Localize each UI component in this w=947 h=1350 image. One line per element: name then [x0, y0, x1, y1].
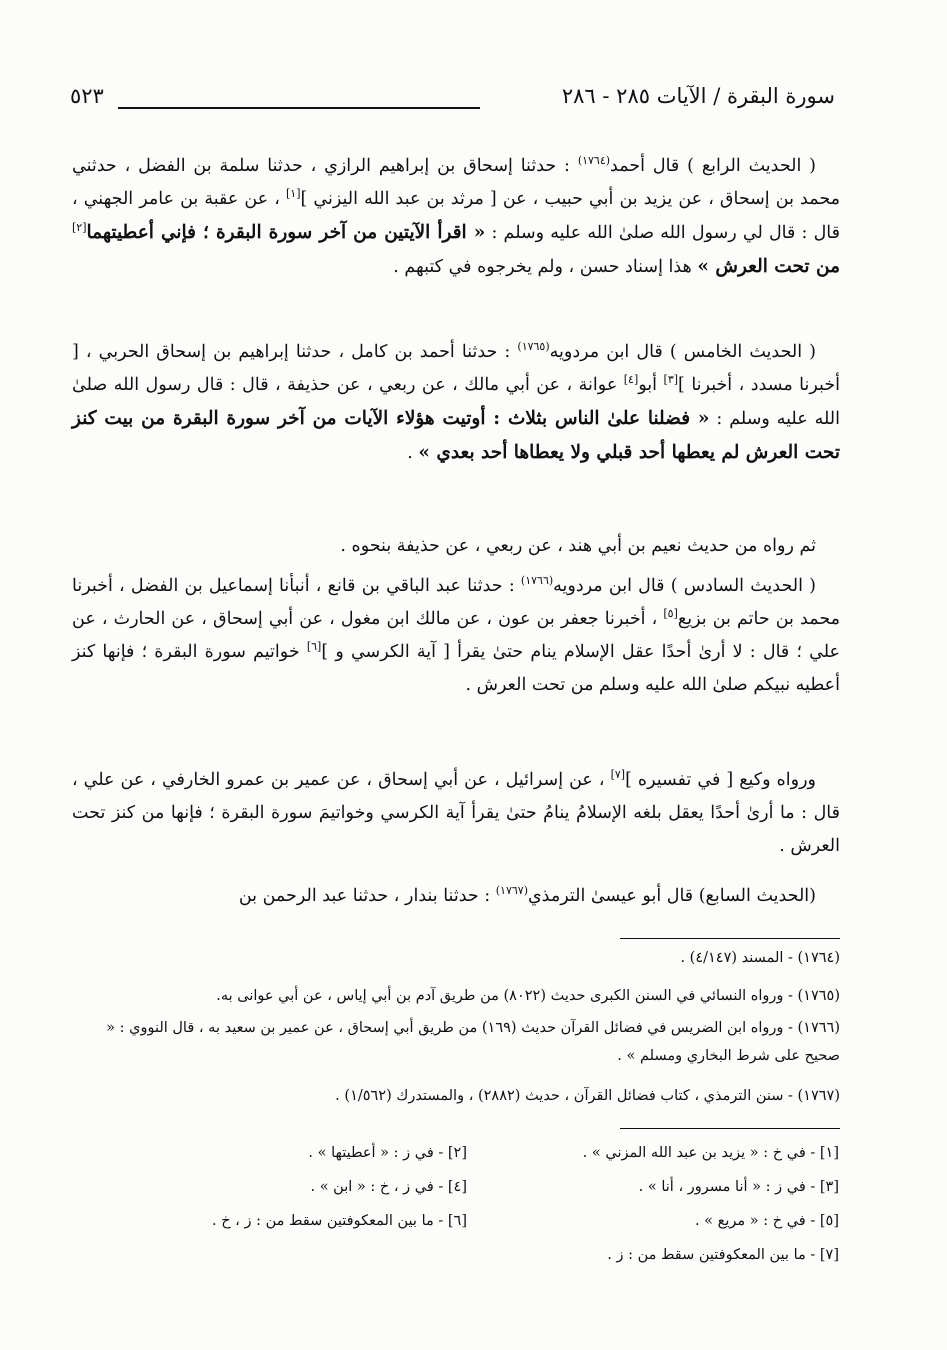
- variant-ref: [٤]: [623, 373, 639, 387]
- variant-ref: [١]: [285, 187, 301, 201]
- variant-ref: [٢]: [72, 221, 87, 235]
- paragraph-hadith-4: ( الحديث الرابع ) قال أحمد$^{(١٧٦٤)}$ : حدثنا إسحاق بن إبراهيم الرازي ، حدثنا سلمة بن الفضل ، حدثني محمد بن إسحاق ، عن يزيد بن أبي حبيب ، عن [ مرثد بن عبد الله اليزني ][١] ، عن عقبة بن عامر الجهني ، قال : قال لي رسول الله صلىٰ الله عليه وسلم : « اقرأ الآيتين من آخر سورة البقرة ؛ فإني أعطيتهما[٢] من تحت العرش » هذا إسناد حسن ، ولم يخرجوه في كتبهم .: [72, 154, 840, 277]
- paragraph-hadith-5: ( الحديث الخامس ) قال ابن مردويه$^{(١٧٦٥)}$ : حدثنا أحمد بن كامل ، حدثنا إبراهيم بن إسحاق الحربي ، [ أخبرنا مسدد ، أخبرنا ][٣] أبو[٤] عوانة ، عن أبي مالك ، عن ربعي ، عن حذيفة ، قال : قال رسول الله صلىٰ الله عليه وسلم : « فضلنا علىٰ الناس بثلاث : أوتيت هؤلاء الآيات من آخر سورة البقرة من بيت كنز تحت العرش لم يعطها أحد قبلي ولا يعطاها أحد بعدي » .: [72, 340, 840, 463]
- variant-ref: [٣]: [663, 373, 679, 387]
- variant-ref: [٥]: [663, 607, 678, 621]
- variant-note-2: [٢] - في ز : « أعطيتها » .: [308, 1145, 467, 1161]
- header-rule: [118, 107, 480, 109]
- prophetic-text: من تحت العرش »: [697, 256, 840, 277]
- variant-note-1: [١] - في خ : « يزيد بن عبد الله المزني » .: [582, 1145, 839, 1161]
- variant-note-4: [٤] - في ز ، خ : « ابن » .: [310, 1179, 467, 1195]
- prophetic-text: « اقرأ الآيتين من آخر سورة البقرة ؛ فإني أعطيتهما: [86, 222, 486, 243]
- footnote-ref: (١٧٦٦): [520, 574, 554, 588]
- paragraph-waki-narration: ورواه وكيع [ في تفسيره ][٧] ، عن إسرائيل ، عن أبي إسحاق ، عن عمير بن عمرو الخارفي ، عن علي ، قال : ما أرىٰ أحدًا يعقل بلغه الإسلامُ ينامُ حتىٰ يقرأ آية الكرسي وخواتيمَ سورة البقرة ؛ فإنها من كنز تحت العرش .: [72, 768, 840, 856]
- paragraph-hadith-7: (الحديث السابع) قال أبو عيسىٰ الترمذي$^{(١٧٦٧)}$ : حدثنا بندار ، حدثنا عبد الرحمن بن: [238, 884, 816, 906]
- paragraph-narration-note: ثم رواه من حديث نعيم بن أبي هند ، عن ربعي ، عن حذيفة بنحوه .: [340, 536, 816, 556]
- variant-note-7: [٧] - ما بين المعكوفتين سقط من : ز .: [607, 1247, 839, 1263]
- variant-note-3: [٣] - في ز : « أنا مسرور ، أنا » .: [638, 1179, 839, 1195]
- footnote-1767: (١٧٦٧) - سنن الترمذي ، كتاب فضائل القرآن ، حديث (٢٨٨٢) ، والمستدرك (١/٥٦٢) .: [335, 1088, 840, 1104]
- variants-separator: [620, 1128, 840, 1129]
- footnote-ref: (١٧٦٤): [577, 154, 611, 168]
- variant-ref: [٧]: [610, 768, 626, 782]
- running-header-title: سورة البقرة / الآيات ٢٨٥ - ٢٨٦: [561, 84, 835, 108]
- variant-ref: [٦]: [306, 640, 322, 654]
- footnote-1765: (١٧٦٥) - ورواه النسائي في السنن الكبرى حديث (٨٠٢٢) من طريق آدم بن أبي إياس ، عن أبي عوانى به.: [216, 988, 840, 1004]
- footnotes-separator: [620, 938, 840, 939]
- footnote-ref: (١٧٦٥): [517, 340, 550, 354]
- footnote-1766: (١٧٦٦) - ورواه ابن الضريس في فضائل القرآن حديث (١٦٩) من طريق أبي إسحاق ، عن عمير بن سعيد به ، قال النووي : « صحيح على شرط البخاري ومسلم » .: [106, 1020, 840, 1064]
- variant-note-5: [٥] - في خ : « مريع » .: [694, 1213, 839, 1229]
- variant-note-6: [٦] - ما بين المعكوفتين سقط من : ز ، خ .: [212, 1213, 467, 1229]
- footnote-ref: (١٧٦٧): [495, 884, 528, 898]
- paragraph-hadith-6: ( الحديث السادس ) قال ابن مردويه$^{(١٧٦٦)}$ : حدثنا عبد الباقي بن قانع ، أنبأنا إسماعيل بن الفضل ، أخبرنا محمد بن حاتم بن بزيع[٥] ، أخبرنا جعفر بن عون ، عن مالك ابن مغول ، عن أبي إسحاق ، عن الحارث ، عن علي ؛ قال : لا أرىٰ أحدًا عقل الإسلام ينام حتىٰ يقرأ [ آية الكرسي و ][٦] خواتيم سورة البقرة ؛ فإنها كنز أعطيه نبيكم صلىٰ الله عليه وسلم من تحت العرش .: [72, 574, 840, 695]
- page-number: ٥٢٣: [70, 84, 104, 108]
- footnote-1764: (١٧٦٤) - المسند (٤/١٤٧) .: [680, 950, 840, 966]
- prophetic-text: « فضلنا علىٰ الناس بثلاث : أوتيت هؤلاء الآيات من آخر سورة البقرة من بيت كنز تحت العرش لم يعطها أحد قبلي ولا يعطاها أحد بعدي »: [72, 408, 840, 463]
